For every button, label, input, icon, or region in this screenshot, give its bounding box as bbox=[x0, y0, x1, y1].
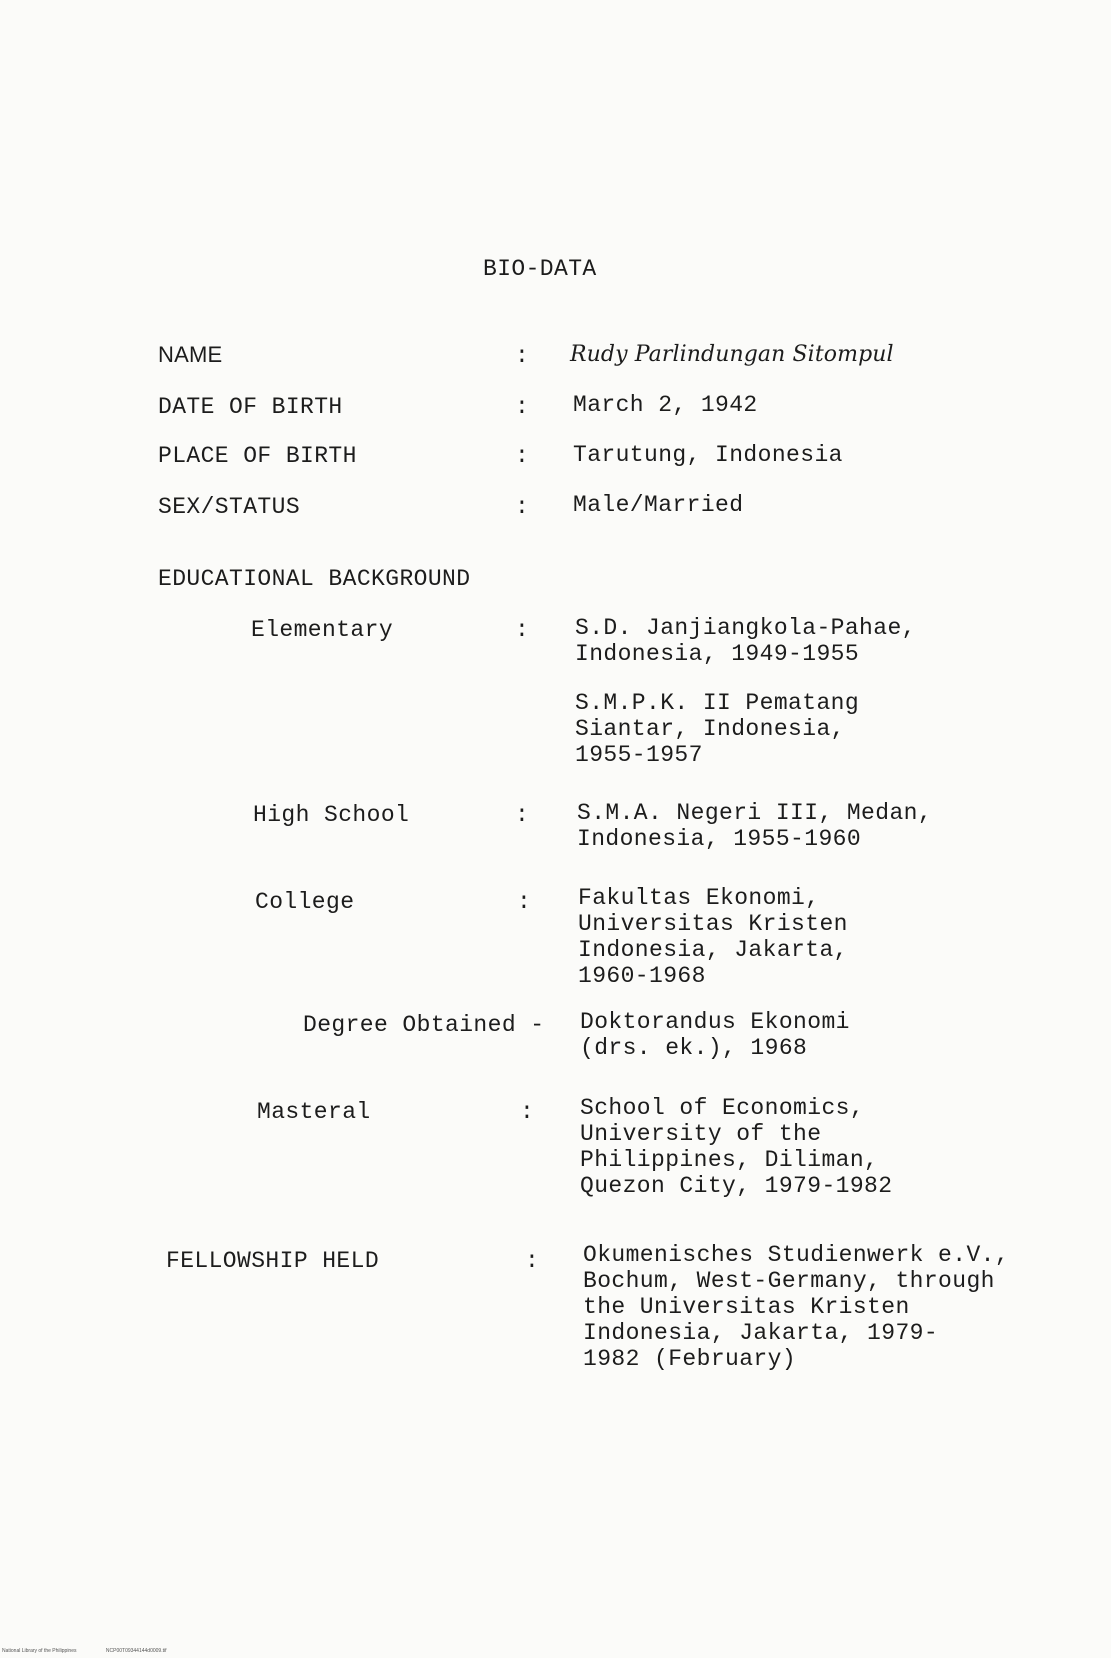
masteral-label: Masteral bbox=[257, 1099, 371, 1125]
education-heading: EDUCATIONAL BACKGROUND bbox=[158, 566, 471, 592]
colon: : bbox=[515, 443, 530, 469]
elementary-line: S.M.P.K. II Pematang bbox=[575, 690, 860, 716]
colon: : bbox=[525, 1248, 540, 1274]
college-line: Indonesia, Jakarta, bbox=[578, 937, 848, 963]
college-line: Universitas Kristen bbox=[578, 911, 848, 937]
degree-line: (drs. ek.), 1968 bbox=[580, 1035, 808, 1061]
page-title: BIO-DATA bbox=[483, 256, 597, 282]
colon: : bbox=[515, 617, 530, 643]
high-school-line: Indonesia, 1955-1960 bbox=[577, 826, 862, 852]
scan-footer bbox=[2, 1648, 195, 1654]
degree-value bbox=[580, 1009, 850, 1061]
dob-label: DATE OF BIRTH bbox=[158, 394, 343, 420]
degree-line: Doktorandus Ekonomi bbox=[580, 1009, 850, 1035]
colon: : bbox=[515, 343, 530, 369]
sex-value: Male/Married bbox=[573, 492, 744, 518]
high-school-value bbox=[577, 800, 932, 852]
pob-label: PLACE OF BIRTH bbox=[158, 443, 357, 469]
masteral-line: Philippines, Diliman, bbox=[580, 1147, 879, 1173]
elementary-line: S.D. Janjiangkola-Pahae, bbox=[575, 615, 916, 641]
elementary-entry-2 bbox=[575, 690, 859, 768]
high-school-label: High School bbox=[253, 802, 410, 828]
name-value: Rudy Parlindungan Sitompul bbox=[570, 342, 894, 367]
fellowship-line: Bochum, West-Germany, through bbox=[583, 1268, 995, 1294]
colon: : bbox=[515, 394, 530, 420]
name-label: NAME bbox=[158, 342, 223, 367]
masteral-line: Quezon City, 1979-1982 bbox=[580, 1173, 893, 1199]
masteral-line: School of Economics, bbox=[580, 1095, 865, 1121]
dob-value: March 2, 1942 bbox=[573, 392, 758, 418]
college-value bbox=[578, 885, 848, 989]
fellowship-line: Okumenisches Studienwerk e.V., bbox=[583, 1242, 1010, 1268]
fellowship-line: 1982 (February) bbox=[583, 1346, 797, 1372]
elementary-line: Indonesia, 1949-1955 bbox=[575, 641, 860, 667]
footer-filename: NCP00T09344144d0009.tif bbox=[105, 1648, 167, 1654]
college-label: College bbox=[255, 889, 355, 915]
elementary-label: Elementary bbox=[251, 617, 394, 643]
colon: : bbox=[515, 802, 530, 828]
elementary-line: Siantar, Indonesia, bbox=[575, 716, 845, 742]
fellowship-line: the Universitas Kristen bbox=[583, 1294, 910, 1320]
sex-label: SEX/STATUS bbox=[158, 494, 301, 520]
elementary-entry-1 bbox=[575, 615, 916, 667]
fellowship-line: Indonesia, Jakarta, 1979- bbox=[583, 1320, 939, 1346]
elementary-line: 1955-1957 bbox=[575, 742, 703, 768]
masteral-line: University of the bbox=[580, 1121, 822, 1147]
degree-label: Degree Obtained - bbox=[303, 1012, 545, 1038]
college-line: 1960-1968 bbox=[578, 963, 706, 989]
masteral-value bbox=[580, 1095, 892, 1199]
high-school-line: S.M.A. Negeri III, Medan, bbox=[577, 800, 933, 826]
pob-value: Tarutung, Indonesia bbox=[573, 442, 843, 468]
college-line: Fakultas Ekonomi, bbox=[578, 885, 820, 911]
fellowship-value bbox=[583, 1242, 1009, 1372]
colon: : bbox=[515, 494, 530, 520]
colon: : bbox=[520, 1099, 535, 1125]
fellowship-label: FELLOWSHIP HELD bbox=[166, 1248, 380, 1274]
colon: : bbox=[517, 889, 532, 915]
footer-library: National Library of the Philippines bbox=[2, 1648, 77, 1654]
